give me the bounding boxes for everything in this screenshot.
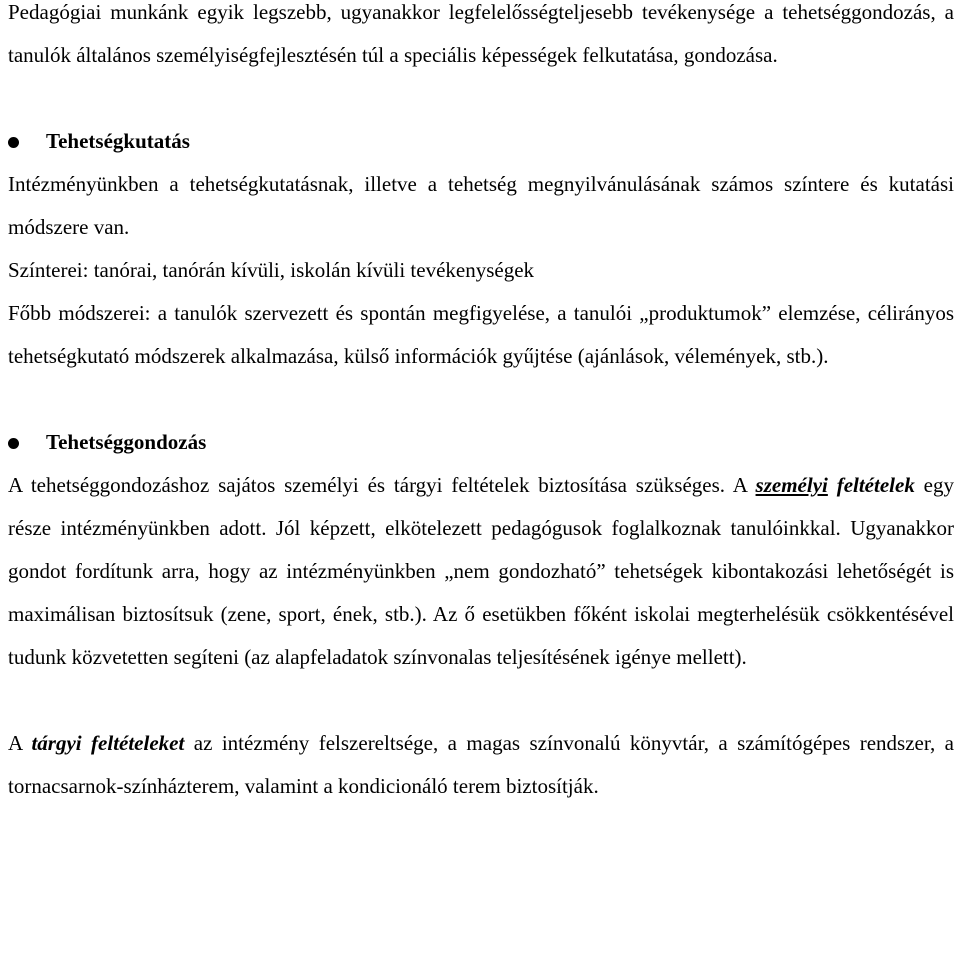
- spacer: [8, 679, 954, 722]
- text-run: A tehetséggondozáshoz sajátos személyi és tárgyi feltételek biztosítása szükséges. A: [8, 473, 756, 497]
- spacer: [8, 378, 954, 421]
- document-page: [8, 0, 954, 808]
- paragraph-szemelyi-feltetelek: [8, 464, 954, 679]
- paragraph-modszerei: Főbb módszerei: a tanulók szervezett és spontán megfigyelése, a tanulói „produktumok” elemzése, célirányos tehetségkutató módszerek alkalmazása, külső információk gyűjtése (ajánlások, vélemények, stb.).: [8, 301, 954, 368]
- paragraph-szinterei: Színterei: tanórai, tanórán kívüli, iskolán kívüli tevékenységek: [8, 258, 535, 282]
- bullet-icon: [8, 137, 19, 148]
- emphasis-feltetelek: feltételek: [836, 473, 915, 497]
- emphasis-szemelyi: személyi: [755, 473, 828, 497]
- section-heading-tehetsegkutatas: [8, 120, 954, 163]
- section-heading-text: Tehetséggondozás: [46, 430, 207, 454]
- spacer: [8, 77, 954, 120]
- text-run: [828, 473, 837, 497]
- section-heading-text: Tehetségkutatás: [46, 129, 190, 153]
- intro-paragraph: Pedagógiai munkánk egyik legszebb, ugyanakkor legfelelősségteljesebb tevékenysége a tehetséggondozás, a tanulók általános személyiségfejlesztésén túl a speciális képességek felkutatása, gondozása.: [8, 0, 954, 67]
- text-run: egy része intézményünkben adott. Jól képzett, elkötelezett pedagógusok foglalkoznak tanulóinkkal. Ugyanakkor gondot fordítunk arra, hogy az intézményünkben „nem gondozható” tehetségek kibontakozási lehetőségét is maximálisan biztosítsuk (zene, sport, ének, stb.). Az ő esetükben főként iskolai megterhelésük csökkentésével tudunk közvetetten segíteni (az alapfeladatok színvonalas teljesítésének igénye mellett).: [8, 473, 954, 669]
- paragraph-targyi-feltetelek: [8, 722, 954, 808]
- bullet-icon: [8, 438, 19, 449]
- text-run: az intézmény felszereltsége, a magas színvonalú könyvtár, a számítógépes rendszer, a tornacsarnok-színházterem, valamint a kondicionáló terem biztosítják.: [8, 731, 955, 798]
- text-run: A: [8, 731, 32, 755]
- emphasis-targyi-felteteleket: tárgyi feltételeket: [31, 731, 185, 755]
- paragraph-kutatas-intro: Intézményünkben a tehetségkutatásnak, illetve a tehetség megnyilvánulásának számos színtere és kutatási módszere van.: [8, 172, 954, 239]
- section-heading-tehetseggondozas: [8, 421, 954, 464]
